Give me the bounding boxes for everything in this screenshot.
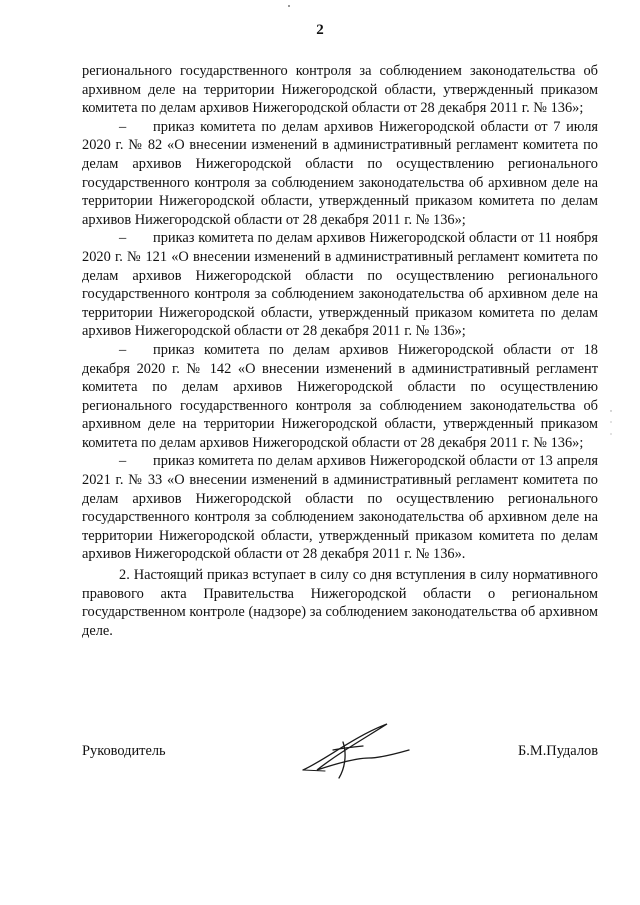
list-item bbox=[82, 452, 598, 564]
scan-speck bbox=[608, 408, 614, 438]
handwritten-signature bbox=[295, 720, 415, 782]
signatory-role: Руководитель bbox=[82, 743, 166, 759]
signature-block bbox=[82, 734, 598, 794]
list-item bbox=[82, 341, 598, 453]
list-dash: – bbox=[119, 453, 127, 470]
signatory-name: Б.М.Пудалов bbox=[518, 743, 598, 759]
scan-speck bbox=[286, 4, 292, 8]
document-body bbox=[82, 62, 598, 640]
list-dash: – bbox=[119, 341, 127, 358]
list-item-text: приказ комитета по делам архивов Нижегородской области от 18 декабря 2020 г. № 142 «О внесении изменений в административный регламент комитета по делам архивов Нижегородской области по осуществлению регионального государственного контроля за соблюдением законодательства об архивном деле на территории Нижегородской области, утвержденный приказом комитета по делам архивов Нижегородской области от 28 декабря 2011 г. № 136»; bbox=[82, 341, 598, 451]
list-dash: – bbox=[119, 118, 127, 135]
page-number: 2 bbox=[316, 22, 324, 38]
clause-2-paragraph: 2. Настоящий приказ вступает в силу со дня вступления в силу нормативного правового акта Правительства Нижегородской области о региональном государственном контроле (надзоре) за соблюдением законодательства об архивном деле. bbox=[82, 567, 598, 639]
list-item-text: приказ комитета по делам архивов Нижегородской области от 7 июля 2020 г. № 82 «О внесении изменений в административный регламент комитета по делам архивов Нижегородской области по осуществлению регионального государственного контроля за соблюдением законодательства об архивном деле на территории Нижегородской области, утвержденный приказом комитета по делам архивов Нижегородской области от 28 декабря 2011 г. № 136»; bbox=[82, 118, 598, 228]
list-item bbox=[82, 229, 598, 341]
list-dash: – bbox=[119, 230, 127, 247]
intro-paragraph: регионального государственного контроля за соблюдением законодательства об архивном деле на территории Нижегородской области, утвержденный приказом комитета по делам архивов Нижегородской области от 28 декабря 2011 г. № 136»; bbox=[82, 63, 598, 117]
list-item bbox=[82, 118, 598, 230]
list-item-text: приказ комитета по делам архивов Нижегородской области от 11 ноября 2020 г. № 121 «О внесении изменений в административный регламент комитета по делам архивов Нижегородской области по осуществлению регионального государственного контроля за соблюдением законодательства об архивном деле на территории Нижегородской области, утвержденный приказом комитета по делам архивов Нижегородской области от 28 декабря 2011 г. № 136»; bbox=[82, 230, 598, 340]
list-item-text: приказ комитета по делам архивов Нижегородской области от 13 апреля 2021 г. № 33 «О внесении изменений в административный регламент комитета по делам архивов Нижегородской области по осуществлению регионального государственного контроля за соблюдением законодательства об архивном деле на территории Нижегородской области, утвержденный приказом комитета по делам архивов Нижегородской области от 28 декабря 2011 г. № 136». bbox=[82, 453, 598, 563]
